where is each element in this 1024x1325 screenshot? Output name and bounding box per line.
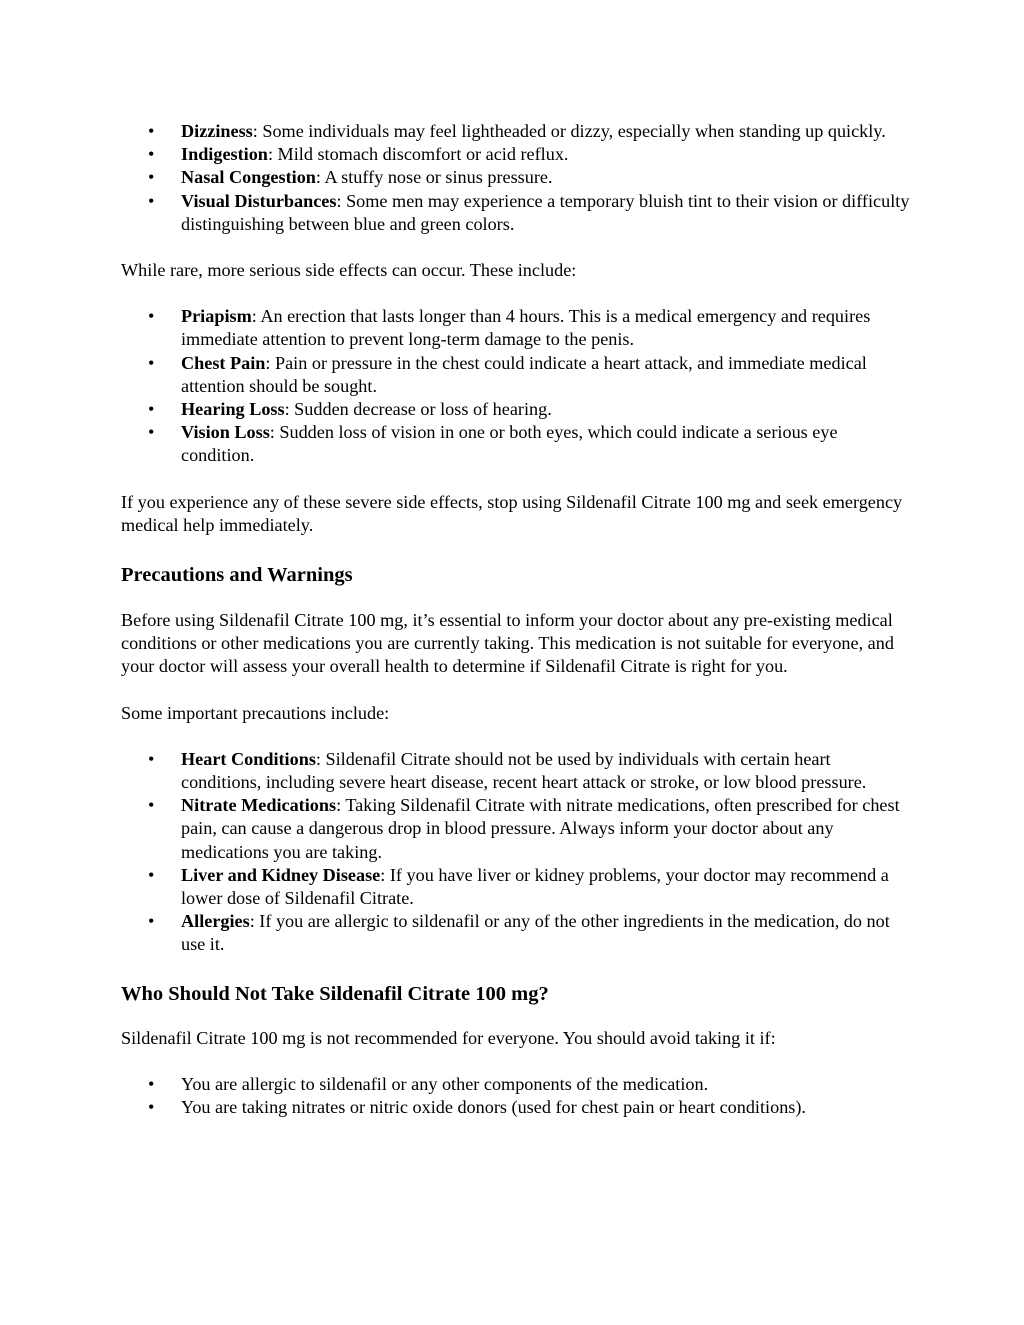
bullet-icon: • — [148, 748, 155, 769]
list-item — [121, 1073, 911, 1096]
bullet-icon: • — [148, 1097, 155, 1118]
list-item-text: : If you are allergic to sildenafil or any of the other ingredients in the medication, do not use it. — [181, 911, 890, 955]
list-item-text: You are allergic to sildenafil or any other components of the medication. — [181, 1073, 709, 1094]
list-item-term: Vision Loss — [181, 422, 270, 443]
list-item-text: : Some individuals may feel lightheaded or dizzy, especially when standing up quickly. — [252, 121, 886, 141]
document-page — [121, 120, 911, 1119]
list-item — [121, 748, 911, 794]
list-item-term: Visual Disturbances — [181, 190, 337, 211]
list-item-text: : Pain or pressure in the chest could indicate a heart attack, and immediate medical attention should be sought. — [181, 352, 867, 396]
list-item-term: Dizziness — [181, 121, 253, 141]
bullet-icon: • — [148, 190, 155, 211]
list-item-text: : Mild stomach discomfort or acid reflux. — [267, 144, 569, 165]
bullet-icon: • — [148, 144, 155, 165]
list-item-text: : Some men may experience a temporary bluish tint to their vision or difficulty distinguishing between blue and green colors. — [181, 190, 910, 234]
list-item-text: : An erection that lasts longer than 4 hours. This is a medical emergency and requires immediate attention to prevent long-term damage to the penis. — [181, 306, 871, 350]
list-item — [121, 166, 911, 189]
section-heading: Who Should Not Take Sildenafil Citrate 100 mg? — [121, 982, 549, 1005]
bullet-icon: • — [148, 422, 155, 443]
list-item — [121, 143, 911, 166]
common-side-effects-list — [121, 120, 911, 236]
list-item — [121, 398, 911, 421]
list-item — [121, 910, 911, 956]
bullet-icon: • — [148, 121, 155, 141]
list-item-term: Allergies — [181, 911, 250, 932]
list-item-term: Indigestion — [181, 144, 268, 165]
list-item-term: Nasal Congestion — [181, 167, 316, 188]
list-item-term: Nitrate Medications — [181, 795, 337, 816]
list-item — [121, 864, 911, 910]
list-item-text: You are taking nitrates or nitric oxide donors (used for chest pain or heart conditions). — [181, 1097, 806, 1118]
list-item — [121, 794, 911, 864]
contraindications-list — [121, 1073, 911, 1119]
list-item — [121, 352, 911, 398]
bullet-icon: • — [148, 795, 155, 816]
list-item — [121, 1096, 911, 1119]
paragraph: Sildenafil Citrate 100 mg is not recommended for everyone. You should avoid taking it if: — [121, 1027, 776, 1048]
list-item-text: : Sudden loss of vision in one or both eyes, which could indicate a serious eye condition. — [181, 422, 838, 466]
list-item-text: : Sudden decrease or loss of hearing. — [284, 399, 552, 420]
bullet-icon: • — [148, 167, 155, 188]
paragraph: Before using Sildenafil Citrate 100 mg, it’s essential to inform your doctor about any pre-existing medical conditions or other medications you are currently taking. This medication is not suitable for everyone, and your doctor will assess your overall health to determine if Sildenafil Citrate is right for you. — [121, 610, 894, 677]
paragraph: Some important precautions include: — [121, 702, 390, 723]
precautions-list — [121, 748, 911, 957]
list-item-text: : If you have liver or kidney problems, your doctor may recommend a lower dose of Sildenafil Citrate. — [181, 864, 889, 909]
list-item-term: Heart Conditions — [181, 748, 316, 769]
list-item — [121, 120, 911, 143]
list-item-term: Hearing Loss — [181, 399, 285, 420]
bullet-icon: • — [148, 306, 155, 327]
list-item — [121, 190, 911, 236]
bullet-icon: • — [148, 399, 155, 420]
list-item-term: Priapism — [181, 306, 252, 327]
list-item-term: Liver and Kidney Disease — [181, 864, 381, 885]
bullet-icon: • — [148, 864, 155, 885]
list-item-text: : A stuffy nose or sinus pressure. — [315, 167, 553, 188]
bullet-icon: • — [148, 1073, 155, 1094]
list-item-text: : Sildenafil Citrate should not be used by individuals with certain heart conditions, including severe heart disease, recent heart attack or stroke, or low blood pressure. — [181, 748, 867, 793]
paragraph: If you experience any of these severe side effects, stop using Sildenafil Citrate 100 mg and seek emergency medical help immediately. — [121, 491, 903, 535]
bullet-icon: • — [148, 911, 155, 932]
list-item — [121, 421, 911, 467]
paragraph: While rare, more serious side effects can occur. These include: — [121, 260, 577, 281]
list-item-text: : Taking Sildenafil Citrate with nitrate medications, often prescribed for chest pain, can cause a dangerous drop in blood pressure. Always inform your doctor about any medications you are taking. — [181, 795, 900, 862]
bullet-icon: • — [148, 352, 155, 373]
list-item-term: Chest Pain — [181, 352, 266, 373]
list-item — [121, 305, 911, 351]
serious-side-effects-list — [121, 305, 911, 467]
section-heading: Precautions and Warnings — [121, 564, 353, 587]
